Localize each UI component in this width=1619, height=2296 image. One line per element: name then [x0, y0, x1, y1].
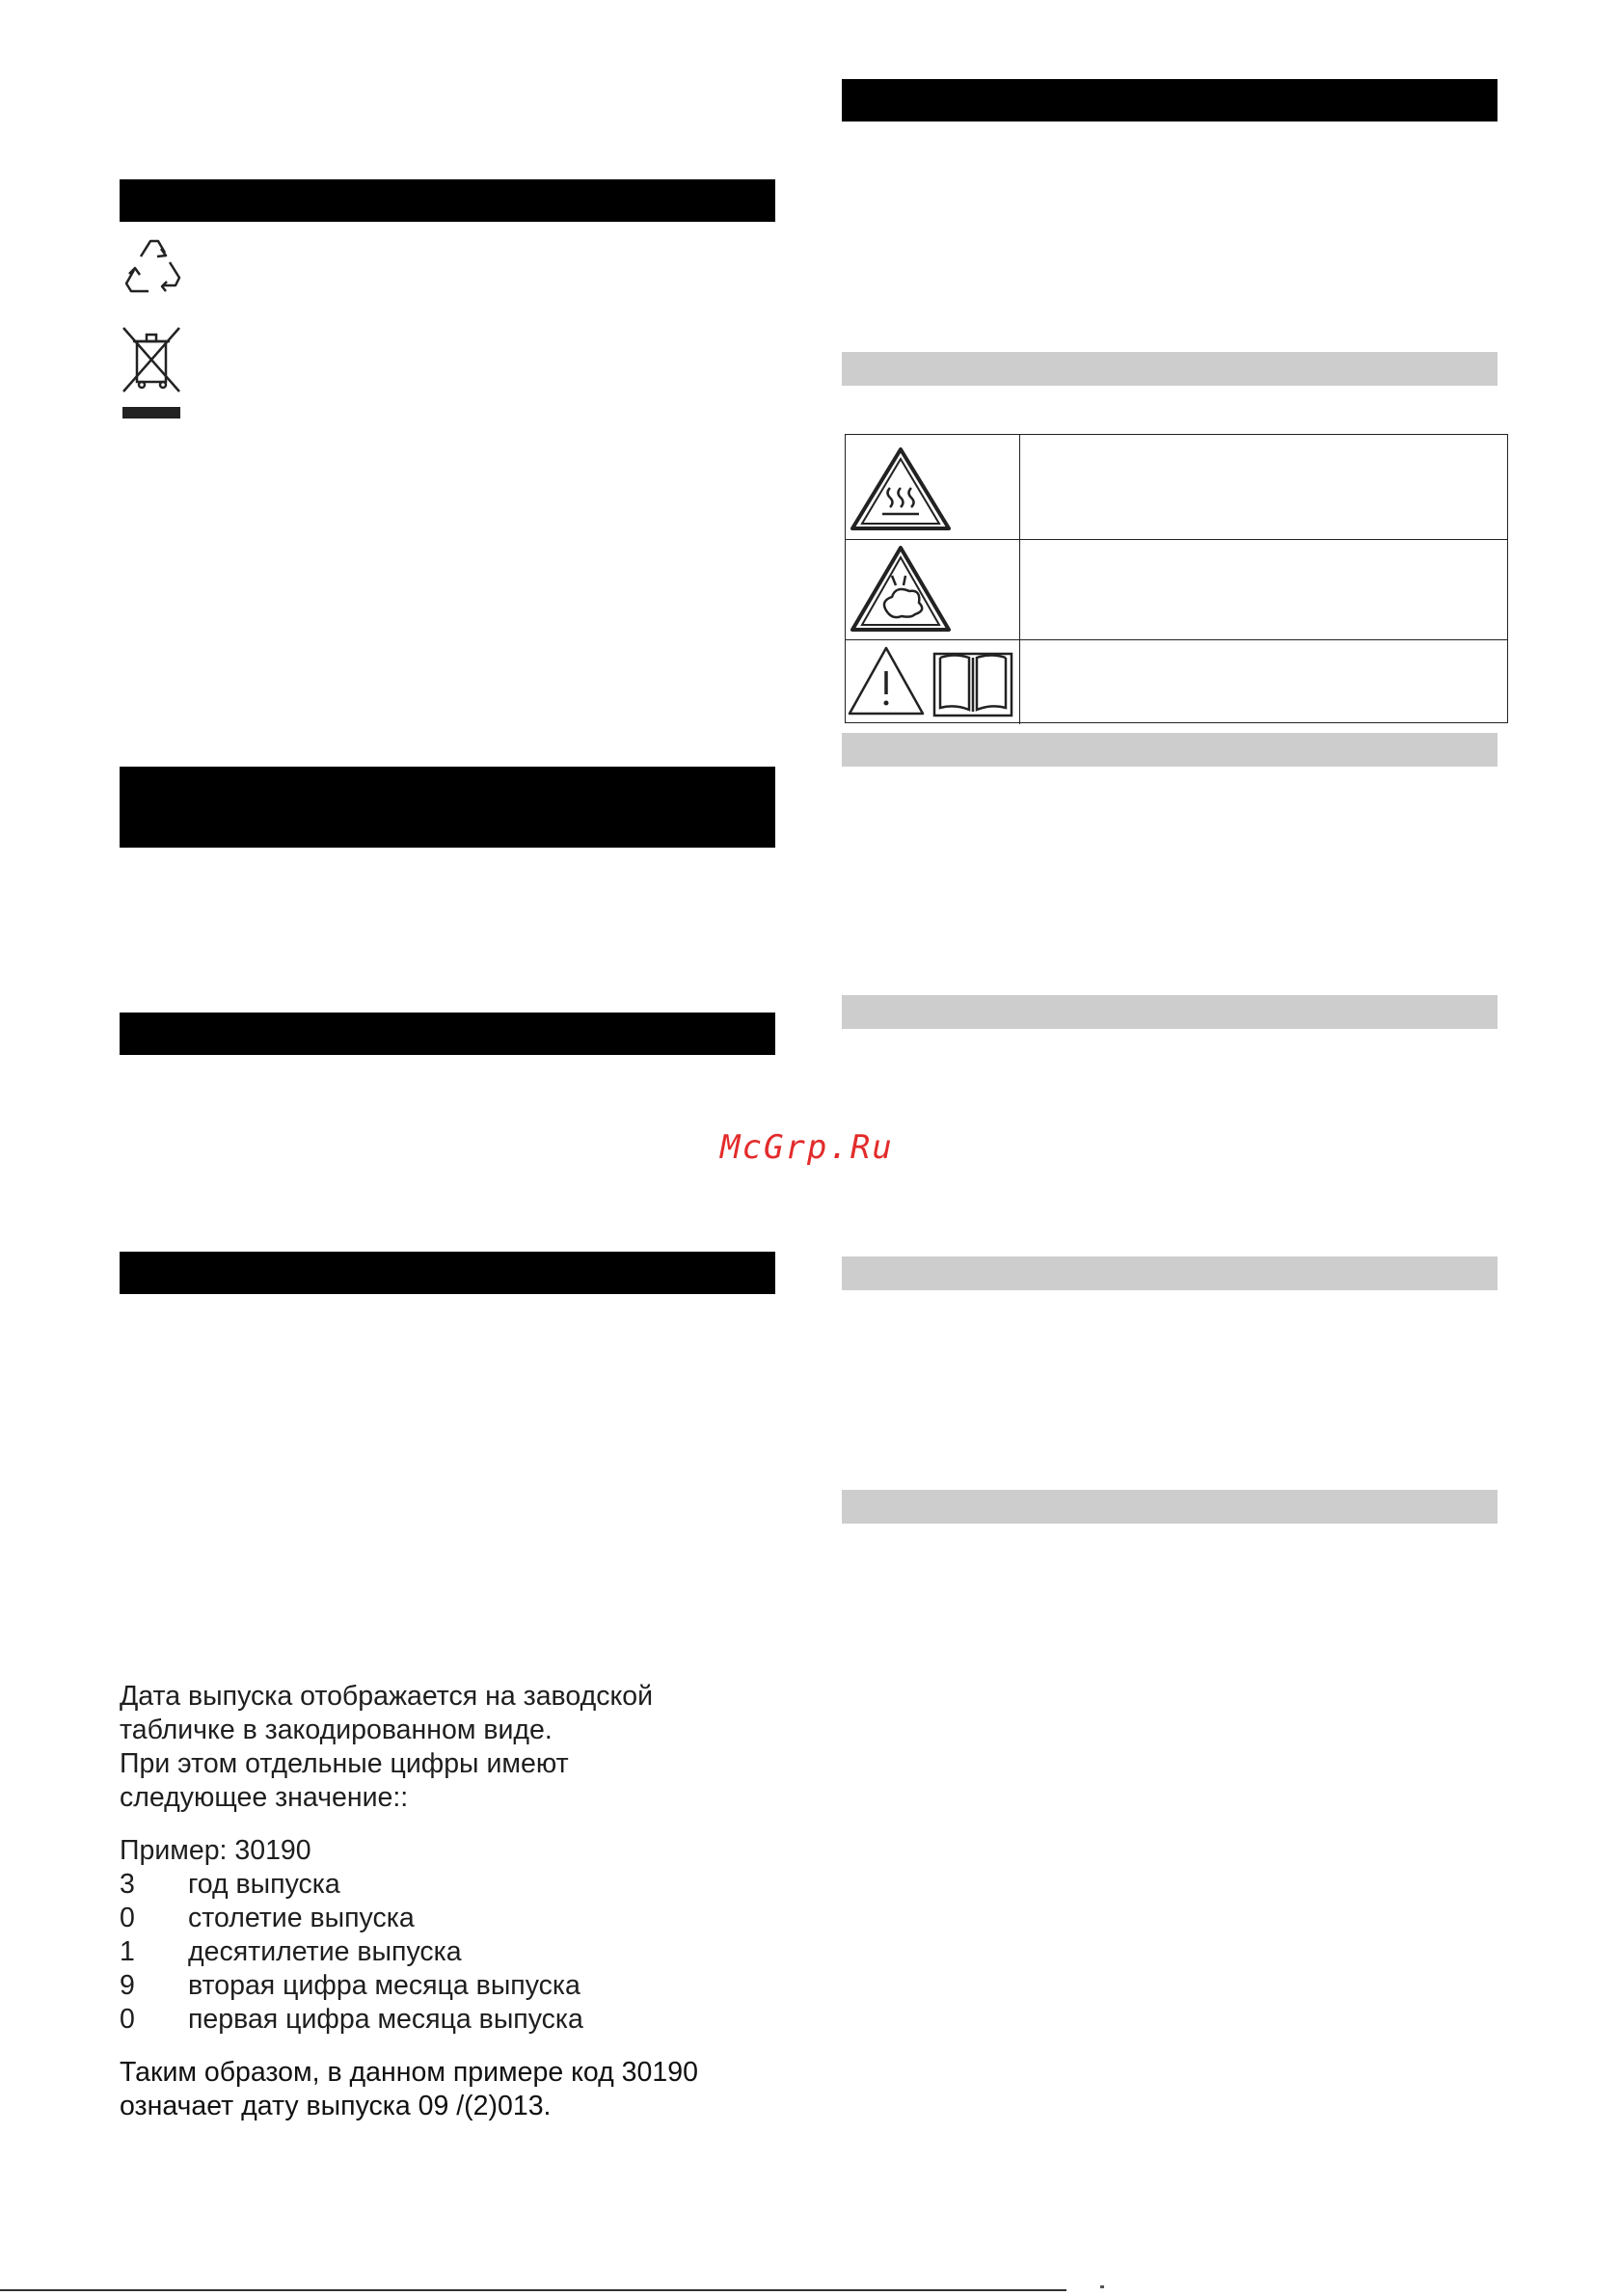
code-row	[120, 1935, 583, 1969]
intro-line: Дата выпуска отображается на заводской	[120, 1681, 654, 1712]
safety-signs-table	[845, 434, 1508, 723]
section-header-left-4	[120, 1252, 775, 1294]
conclusion-line: означает дату выпуска 09 /(2)013.	[120, 2091, 552, 2121]
subsection-header-right-3	[842, 995, 1498, 1029]
intro-line: следующее значение::	[120, 1782, 409, 1813]
sign-row-manual	[846, 639, 1507, 724]
section-header-left-1	[120, 179, 775, 222]
section-header-right-1	[842, 79, 1498, 122]
date-code-intro	[120, 1680, 653, 1815]
section-header-left-3	[120, 1013, 775, 1055]
hot-surface-warning-icon	[848, 445, 954, 531]
code-row	[120, 1868, 583, 1902]
code-meaning: первая цифра месяца выпуска	[188, 2004, 583, 2035]
date-code-conclusion	[120, 2056, 698, 2123]
code-row	[120, 1902, 583, 1935]
intro-line: При этом отдельные цифры имеют	[120, 1748, 569, 1779]
code-meaning: столетие выпуска	[188, 1903, 415, 1933]
watermark: McGrp.Ru	[720, 1128, 894, 1167]
footer-rule	[0, 2289, 1066, 2291]
code-row	[120, 2003, 583, 2037]
code-meaning: год выпуска	[188, 1869, 340, 1900]
steam-warning-icon	[848, 543, 954, 635]
conclusion-line: Таким образом, в данном примере код 30190	[120, 2057, 698, 2088]
crossed-out-bin-icon	[120, 324, 185, 420]
subsection-header-right-1	[842, 352, 1498, 386]
sign-row-steam	[846, 539, 1507, 640]
code-digit: 0	[120, 2004, 135, 2035]
section-header-left-2	[120, 767, 775, 848]
code-digit: 1	[120, 1936, 135, 1967]
sign-row-hot-surface	[846, 435, 1507, 540]
subsection-header-right-2	[842, 733, 1498, 767]
code-digit: 9	[120, 1970, 135, 2001]
footer-mark	[1100, 2285, 1104, 2288]
code-digit: 0	[120, 1903, 135, 1933]
code-digit: 3	[120, 1869, 135, 1900]
code-meaning: десятилетие выпуска	[188, 1936, 462, 1967]
date-code-example	[120, 1834, 583, 2037]
code-meaning: вторая цифра месяца выпуска	[188, 1970, 580, 2001]
example-label: Пример: 30190	[120, 1835, 311, 1866]
code-row	[120, 1969, 583, 2003]
intro-line: табличке в закодированном виде.	[120, 1715, 553, 1745]
recycle-icon	[120, 235, 187, 299]
subsection-header-right-4	[842, 1256, 1498, 1290]
subsection-header-right-5	[842, 1490, 1498, 1524]
read-manual-warning-icon	[848, 644, 1017, 719]
